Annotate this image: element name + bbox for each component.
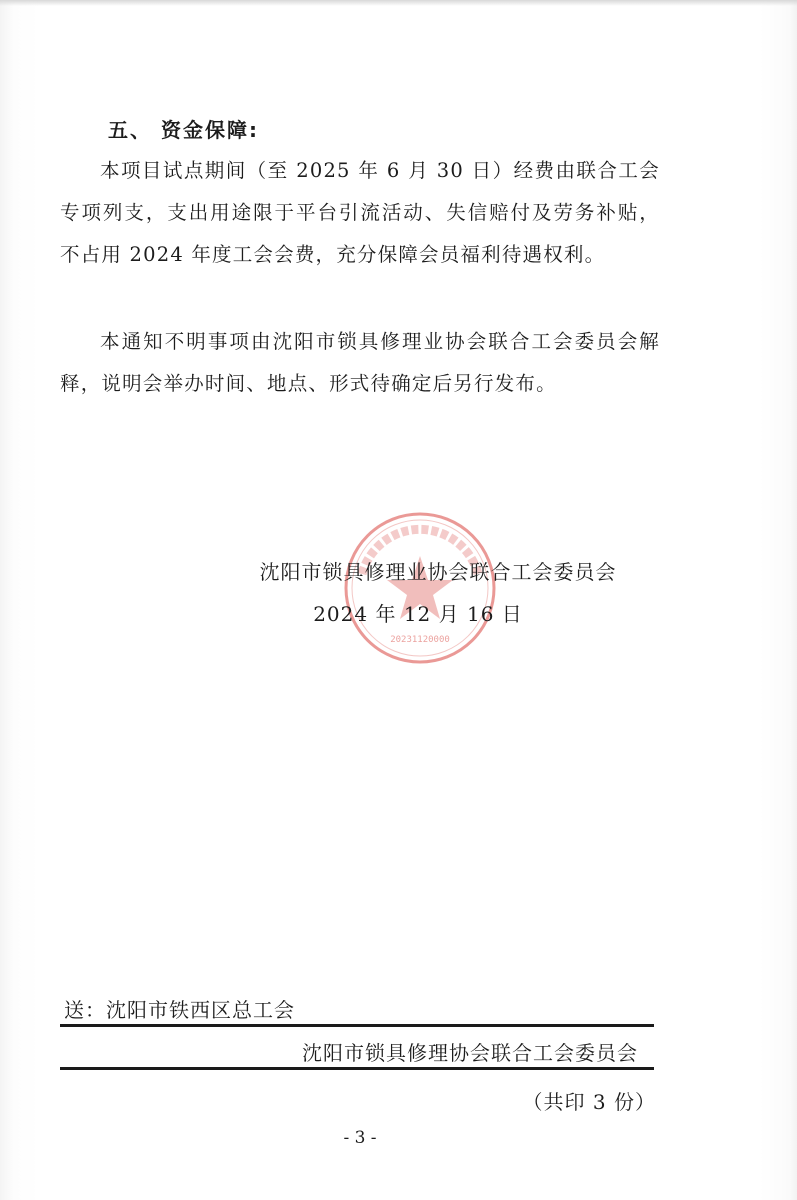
recipient-line: 送：沈阳市铁西区总工会 xyxy=(64,998,295,1022)
section-heading: 五、 资金保障: xyxy=(108,118,259,142)
paragraph-explanation: 本通知不明事项由沈阳市锁具修理业协会联合工会委员会解释，说明会举办时间、地点、形式待确定后另行发布。 xyxy=(60,330,660,395)
page-number: - 3 - xyxy=(343,1128,377,1148)
divider-top xyxy=(60,1024,654,1027)
svg-text:20231120000: 20231120000 xyxy=(390,635,450,645)
scan-edge xyxy=(0,0,797,6)
issuer-line: 沈阳市锁具修理协会联合工会委员会 xyxy=(302,1041,638,1065)
signature-date: 2024 年 12 月 16 日 xyxy=(313,602,523,626)
signature-organization: 沈阳市锁具修理业协会联合工会委员会 xyxy=(259,560,617,584)
official-seal-icon xyxy=(340,508,500,668)
paragraph-funding: 本项目试点期间（至 2025 年 6 月 30 日）经费由联合工会专项列支，支出用途限于平台引流活动、失信赔付及劳务补贴，不占用 2024 年度工会会费，充分保障会员福利待遇权利。 xyxy=(60,159,660,266)
divider-bottom xyxy=(60,1067,654,1070)
copies-count: （共印 3 份） xyxy=(522,1090,656,1114)
